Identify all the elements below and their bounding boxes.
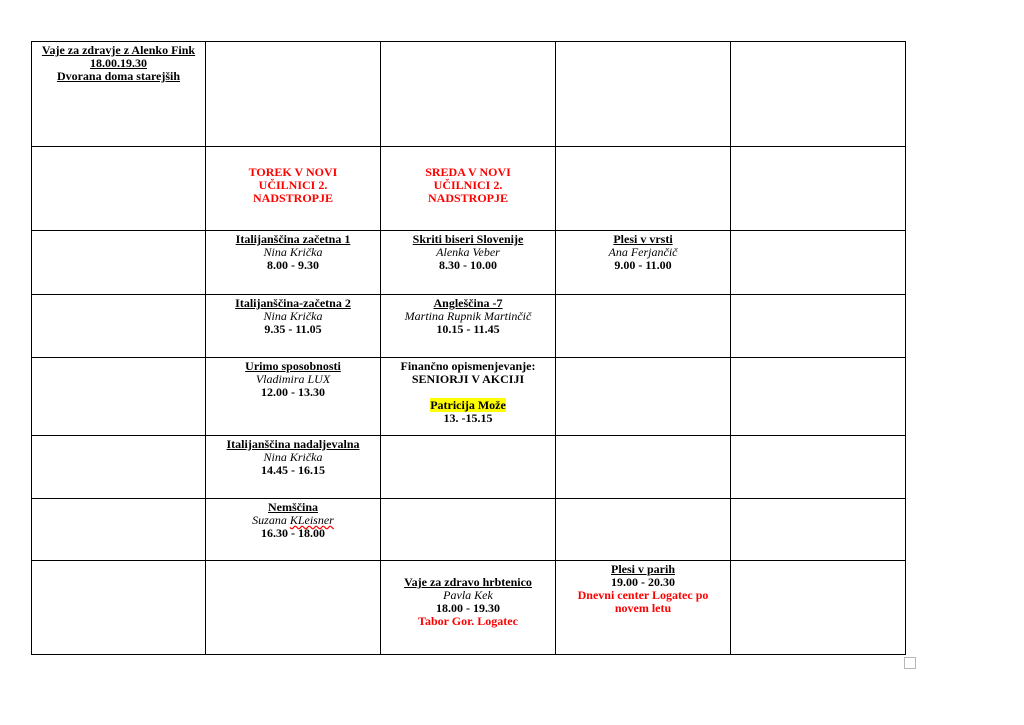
table-row	[32, 561, 906, 655]
table-row	[32, 147, 906, 231]
activity-time: 16.30 - 18.00	[261, 526, 325, 540]
table-cell	[32, 561, 206, 655]
table-row	[32, 231, 906, 295]
activity-place: Dvorana doma starejših	[56, 69, 181, 83]
table-cell	[381, 231, 556, 295]
instructor-name: Nina Kričk‍a	[263, 450, 323, 464]
activity-time: 18.00.19.30	[90, 56, 147, 70]
activity-time: 9.00 - 11.00	[614, 258, 672, 272]
table-row	[32, 499, 906, 561]
table-cell	[381, 42, 556, 147]
instructor-name: Vladimira LUX	[255, 372, 331, 386]
instructor-name: Nina Kričk‍a	[263, 309, 323, 323]
activity-place: Tabor Gor. Logatec	[418, 614, 518, 628]
table-row	[32, 358, 906, 436]
activity-title: Skriti biseri Slovenije	[412, 232, 524, 246]
activity-title: Italijanščina nadaljevalna	[226, 437, 360, 451]
instructor-name: Alenka Veber	[436, 245, 500, 259]
activity-time: 8.30 - 10.00	[439, 258, 497, 272]
table-cell	[556, 295, 731, 358]
instructor-name: Nina Kričk‍a	[263, 245, 323, 259]
instructor-name: Ana Ferjančič	[608, 245, 678, 259]
activity-time: 18.00 - 19.30	[436, 601, 500, 615]
activity-time: 9.35 - 11.05	[264, 322, 322, 336]
table-cell	[206, 42, 381, 147]
table-cell	[731, 42, 906, 147]
table-cell	[32, 147, 206, 231]
table-cell	[381, 561, 556, 655]
table-cell	[206, 295, 381, 358]
activity-title: Italijanščina-začetna 2	[235, 296, 351, 310]
table-cell	[556, 561, 731, 655]
day-heading-wednesday: SREDA V NOVI UČILNICI 2. NADSTROPJE	[425, 165, 511, 205]
activity-time: 12.00 - 13.30	[261, 385, 325, 399]
activity-title: Nemščina	[268, 500, 318, 514]
table-cell	[731, 358, 906, 436]
activity-time: 10.15 - 11.45	[436, 322, 500, 336]
table-cell	[731, 231, 906, 295]
table-cell	[381, 147, 556, 231]
schedule-table	[31, 41, 906, 655]
table-row	[32, 295, 906, 358]
activity-title: Urimo sposobnosti	[245, 359, 341, 373]
table-cell	[32, 42, 206, 147]
activity-title: Italijanščina začetna 1	[235, 232, 351, 246]
table-cell	[731, 499, 906, 561]
table-row	[32, 42, 906, 147]
activity-title: Vaje za zdravje z Alenko Fink	[41, 43, 196, 57]
activity-title: Plesi v parih	[610, 562, 675, 576]
activity-subtitle: SENIORJI V AKCIJI	[411, 372, 525, 386]
activity-time: 8.00 - 9.30	[267, 258, 319, 272]
table-cell	[381, 436, 556, 499]
table-cell	[32, 436, 206, 499]
table-cell	[731, 436, 906, 499]
table-row	[32, 436, 906, 499]
activity-title: Vaje za zdravo hrbtenico	[404, 575, 532, 589]
table-cell	[32, 231, 206, 295]
table-cell	[731, 147, 906, 231]
table-cell	[206, 147, 381, 231]
table-cell	[731, 295, 906, 358]
activity-title: Angleščina -7	[433, 296, 503, 310]
instructor-name-highlight: Patricija Može	[430, 398, 506, 412]
table-cell	[556, 436, 731, 499]
layout-options-icon[interactable]	[904, 657, 916, 669]
table-cell	[556, 147, 731, 231]
table-cell	[381, 499, 556, 561]
table-cell	[556, 358, 731, 436]
instructor-name: Pavla Kek	[443, 588, 493, 602]
table-cell	[381, 295, 556, 358]
table-cell	[556, 231, 731, 295]
table-cell	[206, 499, 381, 561]
table-cell	[556, 42, 731, 147]
table-cell	[206, 436, 381, 499]
day-heading-tuesday: TOREK V NOVI UČILNICI 2. NADSTROPJE	[248, 165, 338, 205]
activity-place: Dnevni center Logatec po novem letu	[577, 588, 709, 615]
table-cell	[556, 499, 731, 561]
table-cell	[32, 295, 206, 358]
activity-time: 13. -15.15	[443, 411, 493, 425]
table-cell	[206, 231, 381, 295]
table-cell	[32, 358, 206, 436]
table-cell	[206, 358, 381, 436]
table-cell	[381, 358, 556, 436]
activity-time: 14.45 - 16.15	[261, 463, 325, 477]
table-cell	[32, 499, 206, 561]
table-cell	[731, 561, 906, 655]
activity-time: 19.00 - 20.30	[611, 575, 675, 589]
instructor-name: Martina Rupnik Martinčič	[404, 309, 532, 323]
instructor-name: Suzana KLeisner	[252, 513, 334, 527]
activity-title: Finančno opismenjevanje:	[400, 359, 536, 373]
activity-title: Plesi v vrsti	[613, 232, 673, 246]
table-cell	[206, 561, 381, 655]
